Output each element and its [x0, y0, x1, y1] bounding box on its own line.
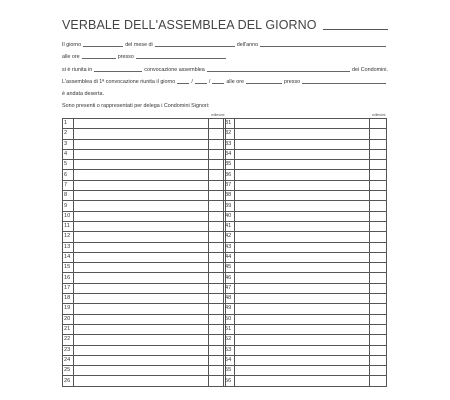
row-number: 48: [224, 294, 235, 304]
condomino-name-cell[interactable]: [73, 180, 208, 190]
condomino-name-cell[interactable]: [234, 366, 369, 376]
condomino-name-cell[interactable]: [234, 263, 369, 273]
table-row: [224, 211, 387, 221]
condomino-name-cell[interactable]: [234, 273, 369, 283]
date-line: [62, 40, 388, 48]
table-row: [63, 180, 226, 190]
millesimi-cell[interactable]: [370, 119, 387, 129]
millesimi-cell[interactable]: [370, 324, 387, 334]
table-row: [224, 221, 387, 231]
table-row: [224, 376, 387, 386]
millesimi-cell[interactable]: [370, 160, 387, 170]
presenti-line: [62, 101, 388, 109]
table-row: [224, 314, 387, 324]
table-row: [63, 263, 226, 273]
row-number: 52: [224, 335, 235, 345]
row-number: 47: [224, 283, 235, 293]
millesimi-cell[interactable]: [370, 252, 387, 262]
row-number: 21: [63, 324, 74, 334]
table-row: [224, 170, 387, 180]
millesimi-cell[interactable]: [370, 149, 387, 159]
millesimi-cell[interactable]: [370, 201, 387, 211]
condomino-name-cell[interactable]: [234, 355, 369, 365]
row-number: 18: [63, 294, 74, 304]
ore-blank[interactable]: [82, 58, 116, 59]
table-row: [224, 180, 387, 190]
table-row: [63, 345, 226, 355]
row-number: 54: [224, 355, 235, 365]
row-number: 46: [224, 273, 235, 283]
condomino-name-cell[interactable]: [234, 119, 369, 129]
row-number: 39: [224, 201, 235, 211]
row-number: 22: [63, 335, 74, 345]
table-row: [224, 324, 387, 334]
table-row: [224, 283, 387, 293]
table-row: [224, 149, 387, 159]
table-row: [224, 335, 387, 345]
first-month-blank[interactable]: [195, 83, 207, 84]
row-number: 14: [63, 252, 74, 262]
table-row: [63, 119, 226, 129]
millesimi-cell[interactable]: [370, 139, 387, 149]
table-row: [63, 283, 226, 293]
deserta-text: è andata deserta.: [62, 91, 104, 98]
mese-blank[interactable]: [155, 46, 235, 47]
table-row: [63, 314, 226, 324]
convocation-line: [62, 65, 388, 73]
condomino-name-cell[interactable]: [234, 149, 369, 159]
condomino-name-cell[interactable]: [73, 345, 208, 355]
condomino-name-cell[interactable]: [73, 149, 208, 159]
table-row: [224, 273, 387, 283]
condomino-name-cell[interactable]: [73, 335, 208, 345]
row-number: 2: [63, 129, 74, 139]
condomino-name-cell[interactable]: [234, 376, 369, 386]
table-row: [63, 139, 226, 149]
table-row: [63, 366, 226, 376]
row-number: 8: [63, 191, 74, 201]
row-number: 12: [63, 232, 74, 242]
millesimi-cell[interactable]: [370, 366, 387, 376]
condomino-name-cell[interactable]: [234, 314, 369, 324]
table-row: [63, 170, 226, 180]
row-number: 50: [224, 314, 235, 324]
millesimi-header-left: millesimi: [211, 113, 225, 117]
table-row: [63, 376, 226, 386]
table-row: [224, 129, 387, 139]
condomino-name-cell[interactable]: [234, 201, 369, 211]
row-number: 42: [224, 232, 235, 242]
row-number: 15: [63, 263, 74, 273]
row-number: 55: [224, 366, 235, 376]
condomino-name-cell[interactable]: [73, 294, 208, 304]
table-row: [63, 149, 226, 159]
condomino-name-cell[interactable]: [234, 252, 369, 262]
table-row: [224, 201, 387, 211]
millesimi-cell[interactable]: [370, 242, 387, 252]
table-row: [224, 119, 387, 129]
table-row: [63, 160, 226, 170]
condomino-name-cell[interactable]: [234, 180, 369, 190]
row-number: 20: [63, 314, 74, 324]
row-number: 41: [224, 221, 235, 231]
millesimi-cell[interactable]: [370, 273, 387, 283]
row-number: 5: [63, 160, 74, 170]
condomino-name-cell[interactable]: [73, 263, 208, 273]
row-number: 49: [224, 304, 235, 314]
page-title: VERBALE DELL'ASSEMBLEA DEL GIORNO: [62, 18, 317, 32]
condomino-name-cell[interactable]: [73, 314, 208, 324]
anno-label: dell'anno: [236, 42, 259, 48]
presso-blank[interactable]: [136, 58, 226, 59]
condomino-name-cell[interactable]: [234, 335, 369, 345]
table-row: [63, 211, 226, 221]
row-number: 43: [224, 242, 235, 252]
condomino-name-cell[interactable]: [73, 252, 208, 262]
first-year-blank[interactable]: [212, 83, 224, 84]
condomino-name-cell[interactable]: [234, 211, 369, 221]
millesimi-cell[interactable]: [370, 232, 387, 242]
condomino-name-cell[interactable]: [73, 376, 208, 386]
table-row: [63, 232, 226, 242]
condomino-name-cell[interactable]: [73, 211, 208, 221]
row-number: 38: [224, 191, 235, 201]
row-number: 7: [63, 180, 74, 190]
row-number: 16: [63, 273, 74, 283]
row-number: 3: [63, 139, 74, 149]
row-number: 34: [224, 149, 235, 159]
condomino-name-cell[interactable]: [73, 139, 208, 149]
anno-blank[interactable]: [260, 46, 386, 47]
condomino-name-cell[interactable]: [73, 366, 208, 376]
millesimi-cell[interactable]: [370, 376, 387, 386]
row-number: 36: [224, 170, 235, 180]
millesimi-cell[interactable]: [370, 129, 387, 139]
condomino-name-cell[interactable]: [234, 160, 369, 170]
millesimi-cell[interactable]: [370, 170, 387, 180]
millesimi-cell[interactable]: [370, 180, 387, 190]
condomino-name-cell[interactable]: [73, 201, 208, 211]
first-day-blank[interactable]: [177, 83, 189, 84]
row-number: 56: [224, 376, 235, 386]
table-row: [224, 294, 387, 304]
table-row: [224, 242, 387, 252]
condomino-name-cell[interactable]: [234, 191, 369, 201]
condomino-name-cell[interactable]: [73, 170, 208, 180]
row-number: 35: [224, 160, 235, 170]
condomino-name-cell[interactable]: [234, 242, 369, 252]
millesimi-cell[interactable]: [370, 355, 387, 365]
table-row: [63, 129, 226, 139]
header-lines: [62, 40, 388, 114]
millesimi-cell[interactable]: [370, 314, 387, 324]
row-number: 11: [63, 221, 74, 231]
condomini-table-right: [223, 118, 387, 387]
table-row: [224, 366, 387, 376]
first-ore-blank[interactable]: [246, 83, 282, 84]
row-number: 6: [63, 170, 74, 180]
convocazione-blank[interactable]: [94, 71, 142, 72]
table-row: [63, 304, 226, 314]
row-number: 1: [63, 119, 74, 129]
table-row: [63, 242, 226, 252]
condomino-name-cell[interactable]: [234, 294, 369, 304]
ore-label: alle ore: [62, 54, 80, 61]
first-presso-blank[interactable]: [302, 83, 386, 84]
row-number: 24: [63, 355, 74, 365]
title-date-blank[interactable]: [323, 29, 388, 30]
table-row: [224, 191, 387, 201]
row-number: 31: [224, 119, 235, 129]
condomino-name-cell[interactable]: [73, 232, 208, 242]
millesimi-cell[interactable]: [370, 335, 387, 345]
condomino-name-cell[interactable]: [234, 139, 369, 149]
condomino-name-cell[interactable]: [234, 304, 369, 314]
millesimi-cell[interactable]: [370, 191, 387, 201]
convocazione-label: convocazione assemblea: [144, 66, 205, 73]
condomino-name-cell[interactable]: [73, 221, 208, 231]
row-number: 37: [224, 180, 235, 190]
millesimi-cell[interactable]: [370, 221, 387, 231]
table-row: [224, 232, 387, 242]
mese-label: del mese di: [125, 42, 153, 48]
row-number: 13: [63, 242, 74, 252]
table-row: [63, 201, 226, 211]
table-row: [224, 139, 387, 149]
table-row: [63, 191, 226, 201]
condomino-name-cell[interactable]: [73, 242, 208, 252]
millesimi-cell[interactable]: [370, 304, 387, 314]
giorno-blank[interactable]: [83, 46, 123, 47]
condomino-name-cell[interactable]: [234, 221, 369, 231]
row-number: 32: [224, 129, 235, 139]
row-number: 26: [63, 376, 74, 386]
millesimi-cell[interactable]: [370, 283, 387, 293]
row-number: 4: [63, 149, 74, 159]
row-number: 17: [63, 283, 74, 293]
table-row: [224, 263, 387, 273]
condomini-table-left: [62, 118, 226, 387]
table-row: [63, 273, 226, 283]
table-row: [63, 355, 226, 365]
millesimi-cell[interactable]: [370, 294, 387, 304]
time-line: [62, 52, 388, 60]
condomino-name-cell[interactable]: [234, 283, 369, 293]
condomino-name-cell[interactable]: [73, 129, 208, 139]
condomino-name-cell[interactable]: [73, 324, 208, 334]
table-row: [224, 304, 387, 314]
row-number: 44: [224, 252, 235, 262]
condomino-name-cell[interactable]: [73, 355, 208, 365]
riunita-label: si è riunita in: [62, 66, 93, 73]
condomino-name-cell[interactable]: [234, 324, 369, 334]
deserta-line: [62, 89, 388, 97]
condomino-name-cell[interactable]: [73, 160, 208, 170]
millesimi-cell[interactable]: [370, 263, 387, 273]
first-presso-label: presso: [284, 78, 301, 85]
table-row: [224, 355, 387, 365]
row-number: 33: [224, 139, 235, 149]
row-number: 45: [224, 263, 235, 273]
table-row: [63, 221, 226, 231]
table-row: [224, 252, 387, 262]
row-number: 10: [63, 211, 74, 221]
row-number: 40: [224, 211, 235, 221]
row-number: 51: [224, 324, 235, 334]
giorno-label: Il giorno: [62, 42, 82, 48]
row-number: 53: [224, 345, 235, 355]
table-row: [63, 335, 226, 345]
condomino-name-cell[interactable]: [73, 283, 208, 293]
table-row: [63, 252, 226, 262]
first-ore-label: alle ore: [226, 78, 244, 85]
table-row: [63, 294, 226, 304]
table-row: [63, 324, 226, 334]
date-slash-1: /: [191, 78, 193, 85]
presso-label: presso: [117, 54, 134, 61]
title-row: [62, 17, 388, 31]
row-number: 23: [63, 345, 74, 355]
condomini-label: dei Condomini.: [352, 66, 388, 73]
table-row: [224, 345, 387, 355]
condomino-name-cell[interactable]: [234, 129, 369, 139]
first-convocation-line: [62, 77, 388, 85]
condomino-name-cell[interactable]: [73, 304, 208, 314]
prima-convocazione-label: L'assemblea di 1ª convocazione riunita il giorno: [62, 78, 176, 85]
millesimi-cell[interactable]: [370, 211, 387, 221]
row-number: 19: [63, 304, 74, 314]
condomino-name-cell[interactable]: [73, 119, 208, 129]
row-number: 25: [63, 366, 74, 376]
table-row: [224, 160, 387, 170]
condomino-name-cell[interactable]: [234, 345, 369, 355]
millesimi-header-right: millesimi: [372, 113, 386, 117]
condomino-name-cell[interactable]: [73, 273, 208, 283]
presenti-text: Sono presenti o rappresentati per delega i Condomini Signori:: [62, 103, 210, 110]
row-number: 9: [63, 201, 74, 211]
assemblea-blank[interactable]: [207, 71, 350, 72]
condomino-name-cell[interactable]: [234, 170, 369, 180]
millesimi-cell[interactable]: [370, 345, 387, 355]
condomino-name-cell[interactable]: [234, 232, 369, 242]
condomino-name-cell[interactable]: [73, 191, 208, 201]
date-slash-2: /: [208, 78, 211, 85]
